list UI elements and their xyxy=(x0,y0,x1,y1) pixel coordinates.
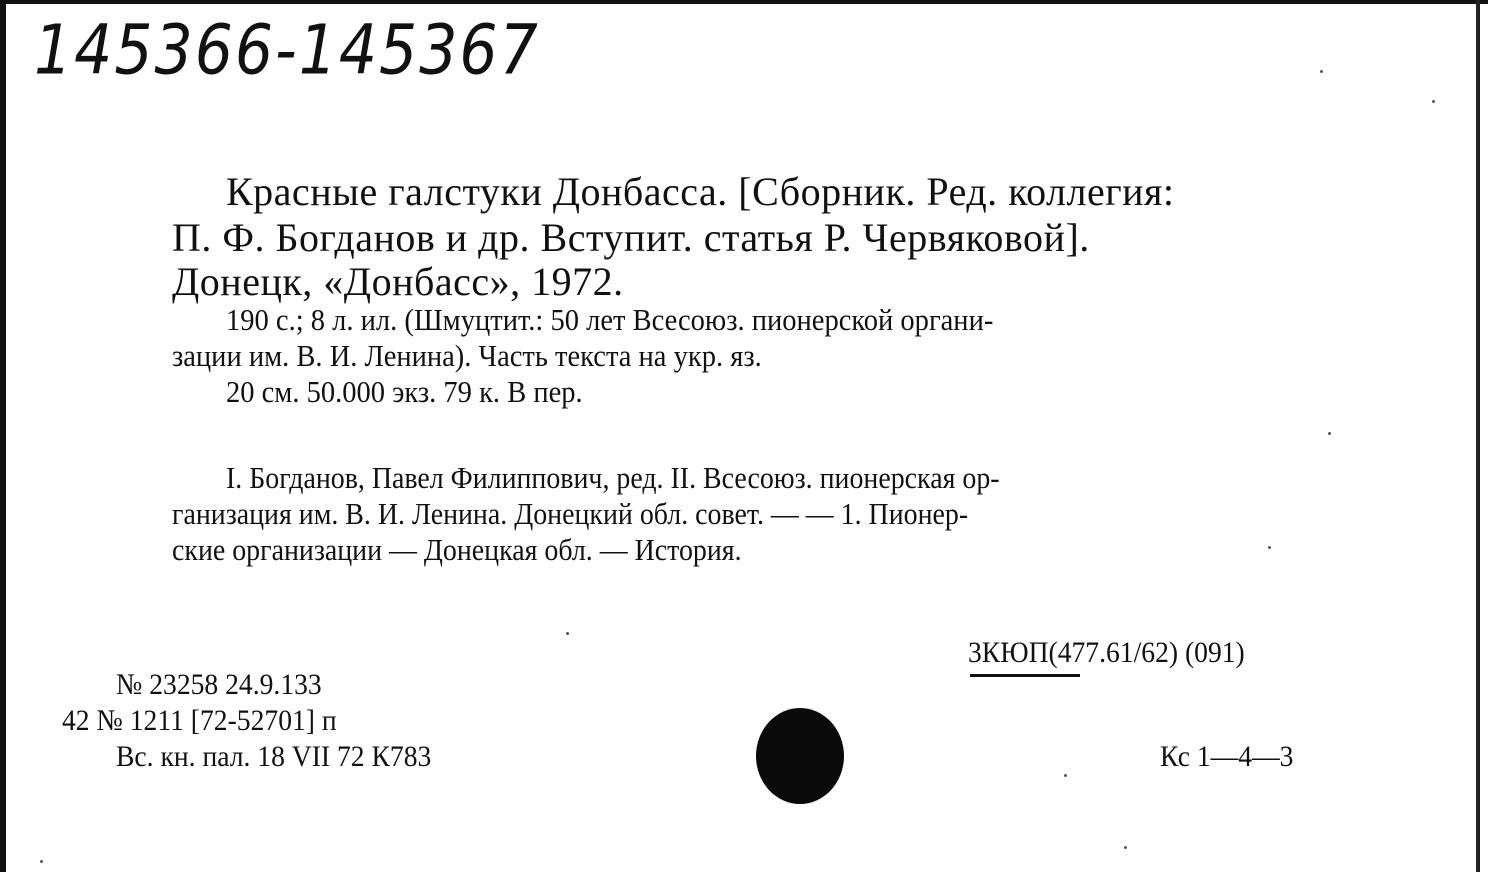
card-right-edge xyxy=(1476,0,1480,872)
speck xyxy=(566,632,569,635)
footer-line-2: 42 № 1211 [72-52701] п xyxy=(62,704,337,737)
collation-line-2: зации им. В. И. Ленина). Часть текста на укр. яз. xyxy=(172,338,762,373)
speck xyxy=(1124,846,1127,849)
speck xyxy=(1064,774,1067,777)
classification-rest: (477.61/62) (091) xyxy=(1048,636,1245,669)
classification xyxy=(968,636,1245,670)
card-top-edge xyxy=(0,0,1488,4)
collation-line-1: 190 с.; 8 л. ил. (Шмуцтит.: 50 лет Всесоюз. пионерской органи- xyxy=(226,302,994,337)
speck xyxy=(1268,546,1271,549)
card-left-edge xyxy=(0,0,6,872)
collation-line-3: 20 см. 50.000 экз. 79 к. В пер. xyxy=(226,374,583,409)
speck xyxy=(1320,70,1323,73)
classification-underline xyxy=(970,674,1080,677)
classification-code: 3КЮП xyxy=(968,636,1049,669)
footer-right-code: Кс 1—4—3 xyxy=(1160,740,1294,773)
title-line-2: П. Ф. Богданов и др. Вступит. статья Р. Червяковой]. xyxy=(172,215,1090,260)
inventory-number: 145366-145367 xyxy=(34,10,540,91)
punch-hole xyxy=(756,708,844,804)
speck xyxy=(1328,432,1331,435)
speck xyxy=(40,860,43,863)
subject-line-2: ганизация им. В. И. Ленина. Донецкий обл. совет. — — 1. Пионер- xyxy=(172,496,969,531)
subject-line-1: I. Богданов, Павел Филиппович, ред. II. Всесоюз. пионерская ор- xyxy=(226,460,1000,495)
speck xyxy=(1432,100,1435,103)
subject-line-3: ские организации — Донецкая обл. — История. xyxy=(172,532,742,567)
title-line-1: Красные галстуки Донбасса. [Сборник. Ред. коллегия: xyxy=(226,169,1175,214)
footer-line-3: Вс. кн. пал. 18 VII 72 К783 xyxy=(116,740,432,773)
title-line-3: Донецк, «Донбасс», 1972. xyxy=(172,259,624,304)
footer-line-1: № 23258 24.9.133 xyxy=(116,668,322,701)
